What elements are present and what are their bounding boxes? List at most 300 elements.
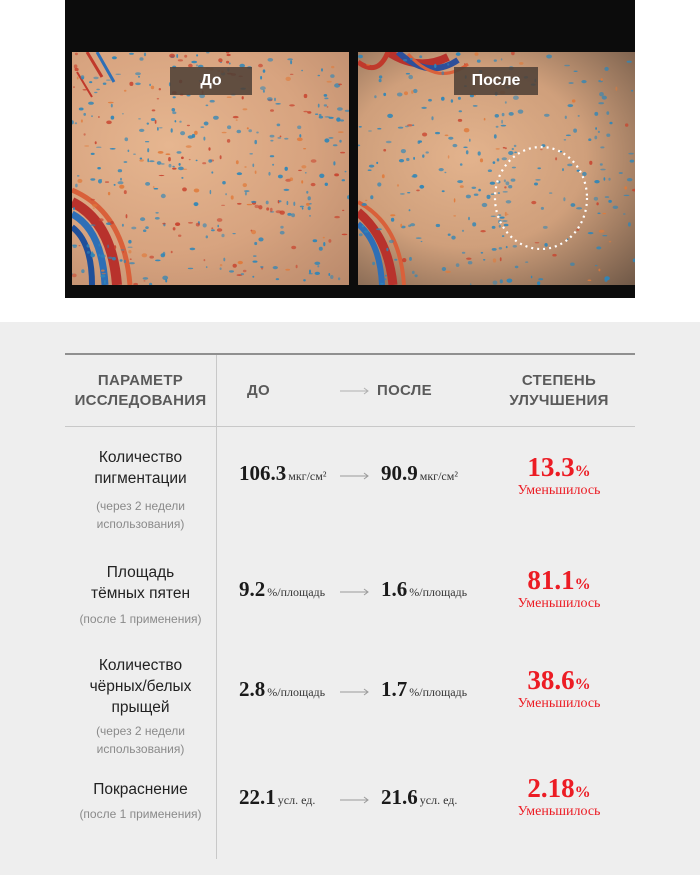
skin-spot [139,159,144,161]
param-cell [65,647,217,767]
skin-spot [285,167,288,171]
skin-spot [221,205,225,206]
skin-spot [494,134,497,138]
skin-spot [546,55,552,59]
skin-spot [543,226,548,229]
skin-spot [599,92,604,96]
skin-spot [258,64,263,68]
skin-spot [389,240,394,243]
skin-spot [404,91,408,95]
skin-spot [270,155,274,157]
skin-spot [377,128,381,130]
header-param: ПАРАМЕТР ИССЛЕДОВАНИЯ [74,371,207,409]
skin-spot [190,248,196,251]
skin-spot [466,150,469,154]
improvement-value: 38.6 [527,665,575,695]
skin-spot [399,159,404,162]
skin-spot [274,98,276,102]
skin-spot [145,226,149,229]
skin-spot [220,267,222,270]
skin-spot [222,181,226,184]
skin-spot [275,103,280,105]
skin-spot [379,79,382,83]
skin-spot [233,116,239,118]
skin-spot [286,77,291,81]
skin-spot [77,179,82,183]
skin-spot [397,93,403,97]
skin-spot [260,266,263,267]
skin-spot [460,185,464,188]
param-note: (через 2 недели использования) [96,724,185,756]
skin-spot [462,230,464,232]
skin-spot [87,251,90,254]
skin-spot [179,121,181,123]
skin-spot [594,112,598,116]
param-note: (после 1 применения) [79,807,202,821]
skin-spot [217,218,223,222]
skin-spot [324,94,328,97]
skin-spot [480,158,483,162]
skin-spot [168,157,171,161]
skin-spot [179,163,181,166]
skin-spot [588,232,594,234]
skin-spot [133,154,136,155]
skin-spot [606,134,610,137]
skin-spot [251,201,257,203]
skin-spot [605,196,610,198]
skin-spot [89,81,92,83]
skin-spot [595,265,598,266]
skin-spot [290,74,294,75]
skin-spot [608,178,610,181]
skin-spot [130,259,132,260]
skin-spot [206,266,208,268]
skin-spot [96,147,101,148]
skin-spot [453,144,458,147]
skin-spot [171,251,173,254]
skin-spot [540,149,543,150]
skin-spot [462,252,465,254]
skin-spot [454,198,456,202]
skin-spot [498,215,502,216]
results-section [0,322,700,875]
skin-spot [415,274,418,277]
table-row [65,767,635,859]
skin-spot [409,257,412,261]
skin-spot [504,179,506,182]
arrow-cell [335,767,375,859]
skin-spot [182,187,187,191]
skin-spot [175,222,180,226]
skin-spot [408,75,413,79]
skin-spot [578,115,580,117]
skin-spot [122,113,124,114]
skin-spot [569,82,574,84]
skin-spot [369,165,374,168]
skin-spot [598,131,600,133]
skin-spot [280,226,283,229]
improvement [483,773,635,820]
skin-spot [447,63,449,65]
after-unit: усл. ед. [419,793,458,807]
skin-spot [453,215,456,216]
skin-spot [220,264,223,266]
skin-spot [541,207,544,210]
skin-spot [149,160,155,162]
param-cell [65,767,217,859]
skin-spot [99,254,101,257]
skin-spot [284,189,290,191]
skin-spot [104,280,106,284]
skin-spot [468,217,470,221]
skin-spot [448,137,453,140]
skin-spot [588,138,591,141]
skin-spot [633,259,635,263]
skin-spot [600,169,605,171]
skin-spot [602,235,607,236]
before-label: До [170,67,252,95]
arrow-right-icon [340,471,370,481]
skin-spot [448,155,450,158]
skin-spot [173,96,176,98]
skin-spot [270,109,274,112]
skin-spot [108,102,114,104]
skin-spot [362,225,364,227]
improvement-text: Уменьшилось [517,804,601,819]
skin-spot [254,140,257,144]
skin-spot [366,64,370,66]
skin-spot [81,269,84,273]
skin-spot [161,194,166,198]
skin-spot [204,259,206,261]
skin-spot [493,258,496,262]
before-value [239,677,325,702]
skin-spot [83,113,86,116]
skin-spot [534,183,538,186]
skin-spot [582,172,587,176]
skin-spot [277,137,281,139]
skin-spot [493,281,498,285]
skin-spot [513,245,517,248]
skin-spot [211,229,215,231]
skin-spot [233,264,237,268]
skin-spot [226,52,230,54]
skin-spot [308,196,311,200]
skin-spot [194,189,200,193]
skin-spot [478,189,481,192]
skin-spot [229,63,231,65]
skin-spot [154,188,159,190]
skin-spot [186,145,192,148]
skin-spot [266,207,269,210]
skin-spot [226,61,229,64]
skin-spot [324,98,328,100]
skin-spot [129,53,134,55]
skin-spot [506,200,512,203]
skin-spot [147,123,149,125]
skin-spot [115,74,121,75]
skin-spot [329,137,334,139]
skin-spot [604,67,608,71]
skin-spot [386,141,392,144]
skin-spot [342,210,344,211]
improvement [483,665,635,712]
skin-spot [502,113,505,116]
skin-spot [412,174,417,178]
skin-spot [318,104,320,108]
skin-spot [169,164,172,168]
skin-spot [512,167,516,169]
before-cell [217,427,335,547]
skin-spot [99,244,101,247]
skin-spot [428,99,432,102]
skin-spot [565,116,567,119]
skin-spot [508,185,512,188]
skin-spot [100,275,105,278]
skin-spot [196,160,198,162]
skin-spot [243,108,248,110]
skin-spot [267,97,273,101]
skin-spot [237,203,242,205]
skin-spot [110,148,116,150]
skin-spot [627,178,633,181]
skin-spot [247,204,253,205]
skin-spot [630,160,635,163]
skin-spot [434,64,436,68]
skin-spot [411,90,413,94]
skin-spot [397,184,399,187]
skin-spot [166,153,171,155]
skin-spot [403,59,407,61]
skin-spot [386,248,388,251]
skin-spot [162,223,165,225]
highlight-circle [495,147,587,249]
skin-spot [243,270,247,272]
skin-spot [382,174,385,178]
skin-spot [172,166,174,168]
skin-spot [600,146,604,148]
skin-spot [426,151,429,153]
skin-spot [128,240,131,244]
skin-spot [616,87,618,91]
skin-spot [277,124,281,127]
skin-spot [140,217,145,221]
skin-spot [358,55,363,59]
skin-spot [256,132,259,134]
skin-spot [139,57,143,61]
skin-spot [242,96,244,99]
skin-spot [325,183,328,186]
skin-spot [270,208,273,212]
skin-spot [602,213,606,214]
skin-spot [90,224,95,226]
skin-spot [458,97,461,100]
skin-spot [457,180,463,183]
skin-spot [463,147,467,149]
skin-spot [604,177,606,180]
skin-spot [178,235,181,237]
skin-spot [268,172,270,176]
skin-spot [298,170,302,171]
skin-spot [531,201,536,204]
skin-spot [435,132,440,134]
result-cell [483,547,635,647]
skin-spot [470,283,472,285]
skin-spot [442,267,446,271]
after-unit: %/площадь [409,585,468,599]
skin-spot [410,58,413,60]
skin-spot [263,69,266,72]
after-value [381,577,467,602]
skin-spot [91,251,94,255]
skin-spot [173,227,176,230]
skin-spot [211,171,213,173]
table-row [65,427,635,547]
skin-spot [431,116,433,120]
skin-spot [276,278,279,280]
skin-spot [81,75,85,79]
after-number: 1.6 [381,577,408,601]
skin-spot [347,195,349,199]
arrow-right-icon [340,687,370,697]
before-unit: мкг/см² [288,469,327,483]
skin-spot [481,252,484,254]
skin-spot [124,260,126,263]
skin-spot [600,163,603,165]
skin-spot [596,246,601,249]
skin-spot [305,172,307,174]
skin-spot [408,225,411,228]
skin-spot [464,128,470,132]
skin-spot [84,145,89,146]
skin-spot [599,230,605,233]
skin-spot [75,184,78,188]
after-value [381,461,458,486]
skin-spot [306,203,310,206]
skin-spot [400,193,405,195]
skin-spot [255,171,257,174]
skin-spot [202,162,206,164]
skin-spot [204,122,209,126]
skin-spot [162,276,168,280]
skin-spot [421,107,427,109]
skin-spot [304,94,308,98]
before-number: 2.8 [239,677,266,701]
skin-spot [241,273,244,275]
after-value [381,677,467,702]
skin-spot [567,164,572,167]
skin-spot [333,161,335,165]
before-value [239,785,315,810]
skin-spot [289,104,295,106]
skin-spot [325,116,331,117]
skin-spot [231,195,234,199]
photo-frame [65,0,635,298]
skin-spot [480,230,485,232]
skin-spot [564,139,567,140]
skin-spot [145,141,149,142]
skin-spot [177,151,182,154]
skin-spot [572,99,576,102]
skin-spot [144,280,146,281]
skin-spot [72,120,74,124]
skin-spot [518,110,524,114]
skin-spot [184,55,187,58]
skin-spot [206,235,208,238]
skin-spot [484,118,486,121]
after-label: После [454,67,538,95]
skin-spot [623,213,626,215]
skin-spot [337,107,343,110]
arrow-right-icon [340,795,370,805]
skin-spot [244,190,250,192]
skin-spot [608,200,612,203]
skin-spot [218,58,222,62]
skin-spot [75,53,78,56]
skin-spot [90,178,95,180]
skin-spot [290,177,294,181]
skin-spot [563,197,565,201]
skin-spot [106,121,112,125]
skin-spot [314,262,320,265]
improvement-value: 2.18 [527,773,575,803]
skin-spot [157,127,159,131]
skin-spot [445,271,451,273]
skin-spot [594,197,598,201]
skin-spot [102,273,106,274]
skin-spot [588,280,592,282]
skin-spot [416,237,422,239]
skin-spot [624,186,627,189]
header-result: СТЕПЕНЬ УЛУЧШЕНИЯ [509,371,609,409]
skin-spot [439,168,444,171]
skin-spot [514,152,517,154]
skin-spot [507,279,513,283]
skin-spot [576,207,582,209]
skin-spot [155,212,158,214]
skin-spot [597,213,600,215]
skin-spot [456,263,460,267]
skin-spot [247,127,249,129]
skin-spot [601,78,603,81]
skin-spot [124,190,127,194]
skin-spot [260,86,266,90]
param-name: Количество пигментации [94,449,187,487]
skin-spot [88,102,94,105]
skin-spot [339,140,341,143]
skin-spot [124,90,127,92]
skin-spot [493,161,496,164]
skin-spot [317,265,319,267]
header-after-cell [375,355,483,426]
param-cell [65,547,217,647]
after-photo [358,52,635,285]
arrow-right-icon [340,386,370,396]
skin-spot [87,244,90,247]
improvement-sign: % [574,784,591,801]
skin-spot [251,230,256,234]
skin-spot [474,194,479,196]
improvement-text: Уменьшилось [517,696,601,711]
skin-spot [121,249,125,250]
skin-spot [492,248,497,251]
skin-spot [628,153,634,155]
skin-spot [514,145,517,147]
skin-spot [515,266,519,269]
skin-spot [501,58,503,60]
header-param-cell [65,355,217,426]
skin-spot [338,84,342,86]
